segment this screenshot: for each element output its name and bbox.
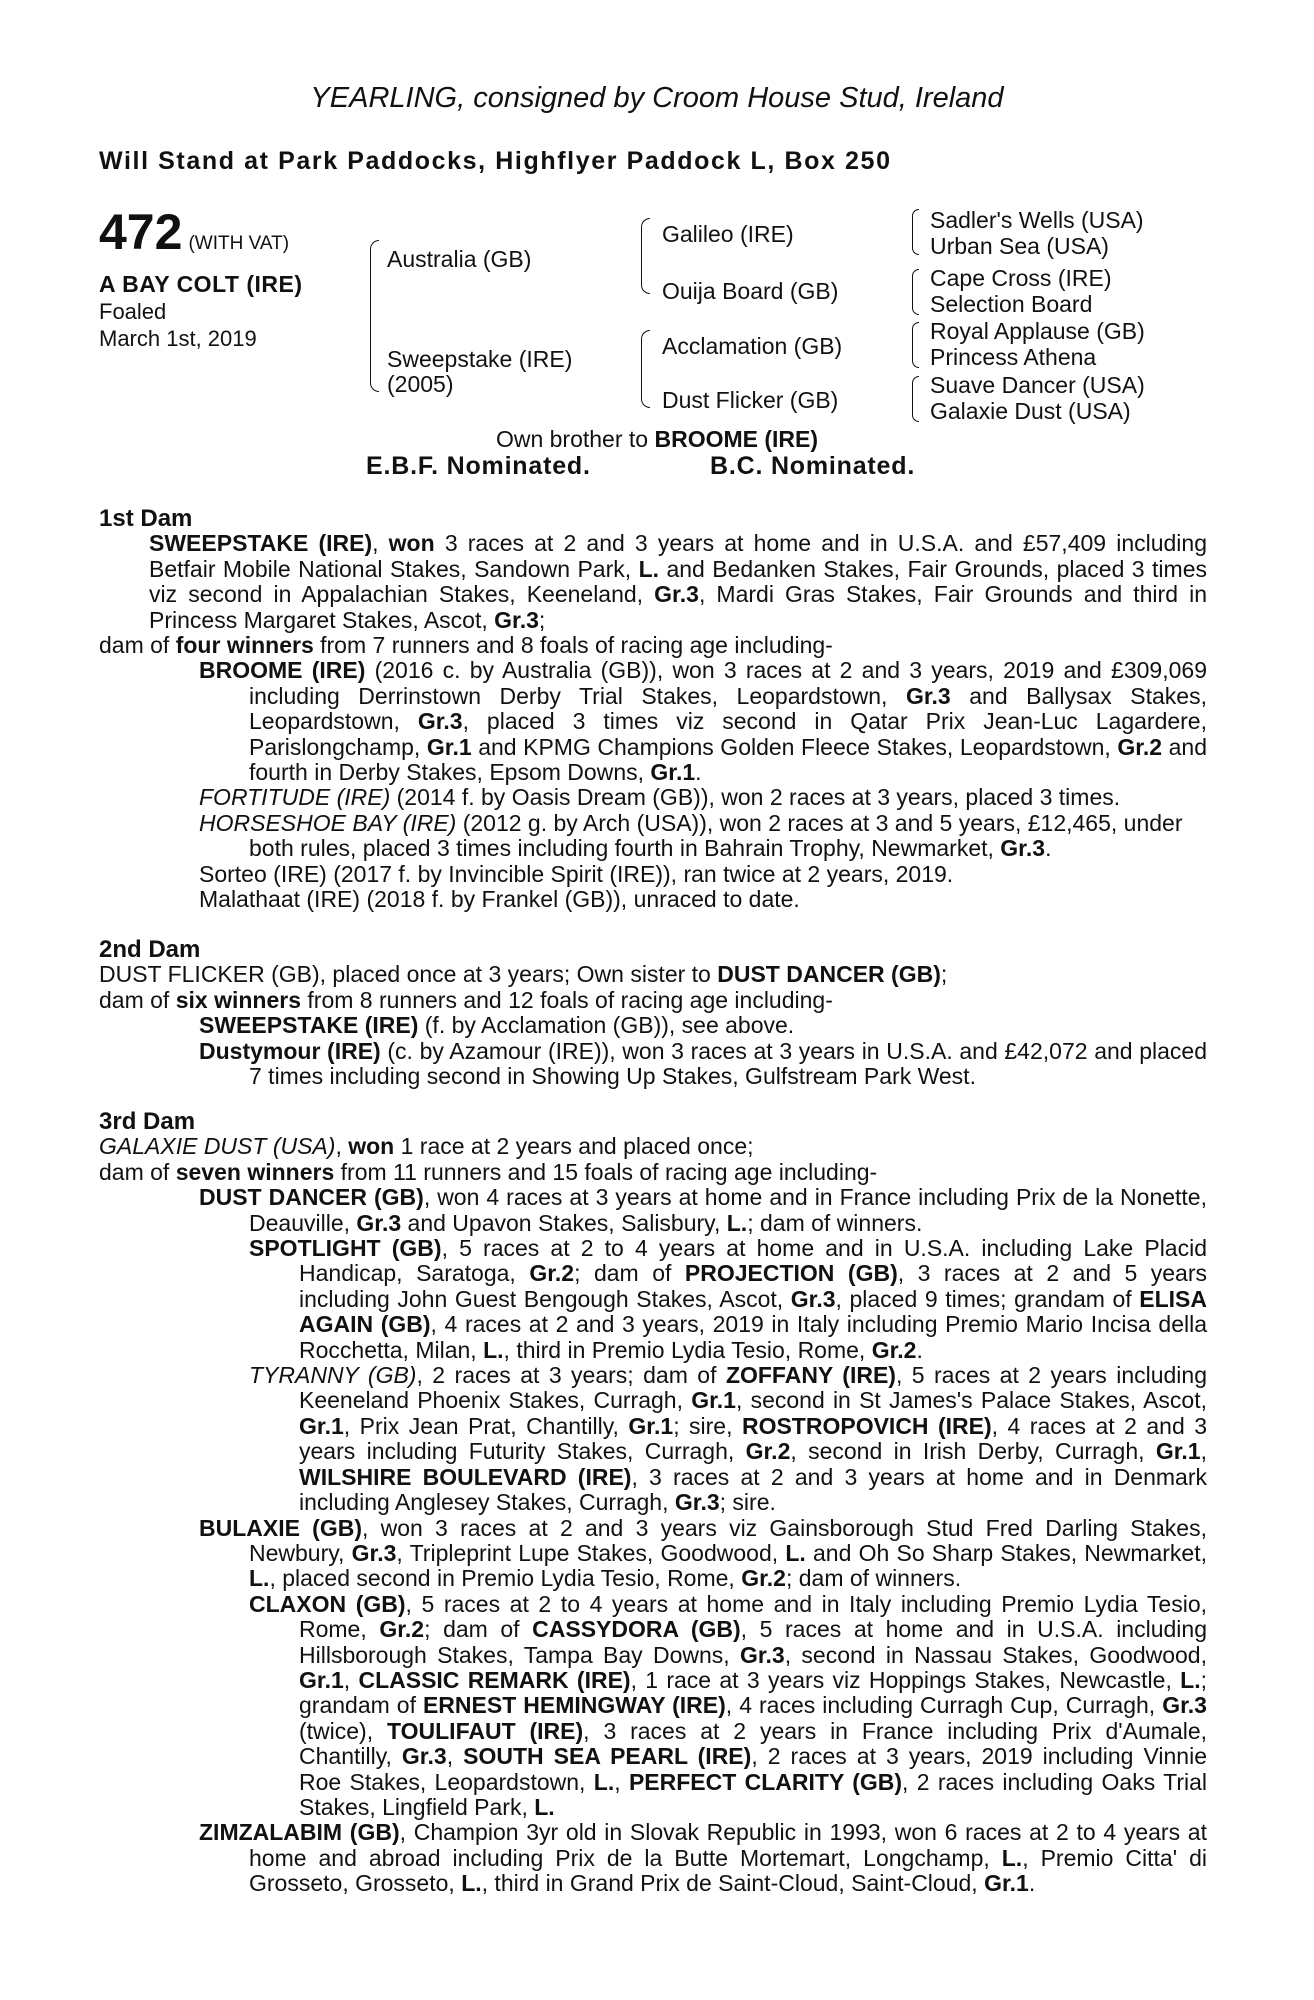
ebf-nominated: E.B.F. Nominated.	[366, 452, 591, 480]
bold-run: L.	[638, 555, 660, 582]
produce-entry	[99, 1236, 1207, 1363]
pedigree-brace-3	[641, 330, 650, 408]
bold-run: Gr.3	[417, 708, 463, 735]
bold-run: CASSYDORA (GB)	[532, 1616, 741, 1643]
page-title: YEARLING, consigned by Croom House Stud, Ireland	[310, 82, 1004, 114]
dam-record	[99, 531, 1207, 633]
produce-entry	[99, 785, 1207, 810]
text-run: and Oh So Sharp Stakes, Newmarket,	[805, 1539, 1207, 1566]
text-run: , 2 races including Oaks Trial Stakes, Lingfield Park,	[299, 1768, 1208, 1820]
grand-sire-4: Suave Dancer (USA)	[930, 372, 1145, 398]
produce-summary	[99, 1160, 1207, 1185]
text-run: , Champion 3yr old in Slovak Republic in 1993, won 6 races at 2 to 4 years at home and abroad including Prix de la Butte Mortemart, Longchamp,	[249, 1819, 1207, 1871]
produce-entry	[99, 1820, 1207, 1896]
bold-run: Gr.1	[1155, 1438, 1201, 1465]
bold-run: Gr.1	[426, 733, 472, 760]
grand-dam-4: Galaxie Dust (USA)	[930, 398, 1131, 424]
grand-dam-3: Princess Athena	[930, 344, 1097, 370]
bold-run: Gr.3	[1000, 835, 1046, 862]
produce-entry	[99, 1039, 1207, 1090]
italic-run: FORTITUDE (IRE)	[199, 784, 391, 811]
bold-run: ERNEST HEMINGWAY (IRE)	[422, 1692, 726, 1719]
bold-run: Gr.3	[401, 1743, 447, 1770]
text-run: ,	[1200, 1438, 1207, 1465]
bold-run: Gr.2	[379, 1616, 425, 1643]
text-run: , Premio Citta' di Grosseto, Grosseto,	[249, 1844, 1207, 1897]
bold-run: CLASSIC REMARK (IRE)	[358, 1666, 631, 1693]
text-run: .	[916, 1336, 923, 1363]
foaled-label: Foaled	[99, 299, 167, 324]
dam-sire: Acclamation (GB)	[662, 333, 843, 359]
text-run: , third in Grand Prix de Saint-Cloud, Saint-Cloud,	[481, 1870, 985, 1897]
italic-run: TYRANNY (GB)	[249, 1362, 417, 1389]
text-run: , 5 races at 2 to 4 years at home and in Italy including Premio Lydia Tesio, Rome,	[299, 1590, 1207, 1643]
text-run: , 4 races including Curragh Cup, Curragh,	[725, 1692, 1163, 1719]
pedigree-brace-7	[912, 376, 919, 422]
text-run: , 3 races at 2 and 3 years at home and in Denmark including Anglesey Stakes, Curragh,	[299, 1463, 1207, 1516]
bold-run: Gr.3	[905, 682, 951, 709]
bold-run: Gr.3	[739, 1641, 785, 1668]
bold-run: Gr.3	[351, 1539, 397, 1566]
text-run: .	[695, 759, 702, 786]
third-dam-section	[99, 1109, 1207, 1897]
dam-record	[99, 1134, 1207, 1159]
produce-entry	[99, 1013, 1207, 1038]
own-brother-note	[0, 426, 1314, 453]
bold-run: L.	[726, 1209, 748, 1236]
bold-run: ZOFFANY (IRE)	[725, 1362, 896, 1389]
text-run: , 2 races at 3 years, 2019 including Vinnie Roe Stakes, Leopardstown,	[299, 1743, 1208, 1795]
own-brother-prefix: Own brother to	[495, 426, 655, 452]
text-run: 1 race at 2 years and placed once;	[394, 1133, 754, 1160]
dam-dam: Dust Flicker (GB)	[662, 387, 839, 413]
text-run: dam of	[99, 632, 176, 659]
bold-run: Gr.2	[1117, 733, 1163, 760]
bold-run: L.	[1180, 1666, 1201, 1693]
text-run: , 5 races at 2 to 4 years at home and in U.S.A. including Lake Placid Handicap, Saratoga,	[299, 1235, 1207, 1287]
sire-dam: Ouija Board (GB)	[662, 278, 839, 304]
bold-run: ELISA AGAIN (GB)	[299, 1285, 1207, 1338]
bold-run: ZIMZALABIM (GB)	[199, 1819, 400, 1846]
text-run: .	[1028, 1870, 1036, 1897]
bold-run: won	[348, 1133, 395, 1160]
bold-run: Gr.3	[790, 1285, 836, 1312]
bold-run: L.	[534, 1793, 555, 1820]
text-run: , second in Nassau Stakes, Goodwood,	[784, 1641, 1207, 1668]
text-run: , 5 races at home and in U.S.A. including Hillsborough Stakes, Tampa Bay Downs,	[299, 1616, 1207, 1668]
produce-entry	[99, 811, 1207, 862]
bold-run: L.	[1001, 1844, 1023, 1871]
first-dam-section	[99, 506, 1207, 913]
section-title: 2nd Dam	[99, 936, 201, 963]
text-run: , won 4 races at 3 years at home and in France including Prix de la Nonette, Deauville,	[249, 1184, 1207, 1236]
text-run: ; dam of	[424, 1616, 533, 1643]
bold-run: Gr.1	[628, 1412, 674, 1439]
bold-run: DUST DANCER (GB)	[717, 961, 941, 988]
lot-info	[99, 205, 359, 352]
text-run: Sorteo (IRE) (2017 f. by Invincible Spirit (IRE)), ran twice at 2 years, 2019.	[199, 860, 954, 887]
bold-run: CLAXON (GB)	[249, 1590, 406, 1617]
bold-run: Gr.1	[691, 1387, 736, 1414]
bold-run: Gr.2	[741, 1565, 786, 1592]
bold-run: PERFECT CLARITY (GB)	[628, 1768, 903, 1795]
text-run: 3 races at 2 and 3 years at home and in U.S.A. and £57,409 including Betfair Mobile National Stakes, Sandown Park,	[149, 530, 1207, 582]
italic-run: HORSESHOE BAY (IRE)	[199, 809, 457, 836]
text-run: ; dam of winners.	[747, 1209, 923, 1236]
bold-run: Dustymour (IRE)	[199, 1037, 381, 1064]
bold-run: Gr.2	[529, 1260, 575, 1287]
text-run: and Upavon Stakes, Salisbury,	[401, 1209, 727, 1236]
produce-summary	[99, 633, 1207, 658]
text-run: (twice),	[299, 1717, 387, 1744]
grand-sire-2: Cape Cross (IRE)	[930, 265, 1112, 291]
bold-run: six winners	[175, 986, 301, 1013]
dam: Sweepstake (IRE)	[387, 346, 573, 372]
bold-run: SOUTH SEA PEARL (IRE)	[463, 1743, 752, 1770]
grand-dam-2: Selection Board	[930, 291, 1093, 317]
text-run: ; dam of winners.	[785, 1565, 962, 1592]
produce-entry	[99, 862, 1207, 887]
text-run: , placed 3 times viz second in Qatar Prix Jean-Luc Lagardere, Parislongchamp,	[249, 708, 1207, 760]
text-run: ;	[940, 961, 948, 988]
text-run: ; grandam of	[299, 1666, 1207, 1719]
foaled-date: March 1st, 2019	[99, 326, 257, 351]
text-run: , second in Irish Derby, Curragh,	[790, 1438, 1156, 1465]
italic-run: GALAXIE DUST (USA)	[99, 1133, 336, 1160]
text-run: and Ballysax Stakes, Leopardstown,	[249, 682, 1207, 735]
text-run: , third in Premio Lydia Tesio, Rome,	[503, 1336, 872, 1363]
text-run: (2014 f. by Oasis Dream (GB)), won 2 races at 3 years, placed 3 times.	[390, 784, 1121, 811]
text-run: , won 3 races at 2 and 3 years viz Gainsborough Stud Fred Darling Stakes, Newbury,	[249, 1514, 1207, 1566]
text-run: .	[1045, 835, 1052, 862]
bold-run: Gr.3	[674, 1489, 720, 1516]
text-run: Malathaat (IRE) (2018 f. by Frankel (GB)), unraced to date.	[199, 886, 800, 913]
text-run: from 11 runners and 15 foals of racing age including-	[334, 1158, 878, 1185]
pedigree-brace-4	[912, 209, 919, 255]
text-run: (c. by Azamour (IRE)), won 3 races at 3 years in U.S.A. and £42,072 and placed 7 times including second in Showing Up Stakes, Gulfstream Park West.	[249, 1037, 1207, 1090]
text-run: and fourth in Derby Stakes, Epsom Downs,	[249, 733, 1208, 786]
dam-record	[99, 962, 1207, 987]
text-run: , second in St James's Palace Stakes, Ascot,	[735, 1387, 1207, 1414]
bold-run: SPOTLIGHT (GB)	[249, 1235, 442, 1262]
text-run: and KPMG Champions Golden Fleece Stakes, Leopardstown,	[471, 733, 1118, 760]
text-run: , Tripleprint Lupe Stakes, Goodwood,	[396, 1539, 786, 1566]
text-run: from 7 runners and 8 foals of racing age including-	[313, 632, 833, 659]
text-run: ; sire.	[719, 1489, 776, 1516]
text-run: ;	[538, 606, 546, 633]
pedigree-brace-2	[641, 218, 650, 294]
produce-entry	[99, 658, 1207, 785]
second-dam-section	[99, 937, 1207, 1089]
text-run: , 1 race at 3 years viz Hoppings Stakes, Newcastle,	[630, 1666, 1181, 1693]
bold-run: Gr.3	[494, 606, 539, 633]
pedigree-brace-6	[912, 322, 919, 368]
text-run: from 8 runners and 12 foals of racing age including-	[301, 986, 833, 1013]
text-run: ,	[343, 1666, 359, 1693]
bold-run: Gr.3	[654, 581, 699, 608]
bold-run: Gr.2	[871, 1336, 917, 1363]
section-title: 1st Dam	[99, 505, 193, 532]
text-run: ,	[335, 1133, 349, 1160]
grand-sire-1: Sadler's Wells (USA)	[930, 207, 1144, 233]
bold-run: seven winners	[175, 1158, 335, 1185]
text-run: , 3 races at 2 and 5 years including John Guest Bengough Stakes, Ascot,	[299, 1260, 1208, 1312]
bold-run: Gr.2	[745, 1438, 791, 1465]
text-run: , placed 9 times; grandam of	[835, 1285, 1140, 1312]
sire-sire: Galileo (IRE)	[662, 221, 794, 247]
bold-run: L.	[461, 1870, 482, 1897]
bold-run: Gr.3	[1162, 1692, 1207, 1719]
bold-run: SWEEPSTAKE (IRE)	[199, 1012, 419, 1039]
bold-run: BULAXIE (GB)	[199, 1514, 362, 1541]
bold-run: L.	[249, 1565, 270, 1592]
text-run: ; dam of	[574, 1260, 685, 1287]
produce-summary	[99, 988, 1207, 1013]
pedigree-brace-1	[370, 240, 379, 392]
grand-sire-3: Royal Applause (GB)	[930, 318, 1145, 344]
text-run: , 4 races at 2 and 3 years, 2019 in Italy including Premio Mario Incisa della Rocchetta, Milan,	[299, 1311, 1207, 1363]
bold-run: Gr.1	[299, 1412, 344, 1439]
bold-run: four winners	[175, 632, 314, 659]
produce-entry	[99, 887, 1207, 912]
bold-run: BROOME (IRE)	[199, 657, 366, 684]
produce-entry	[99, 1363, 1207, 1515]
lot-name: A BAY COLT (IRE)	[99, 271, 303, 297]
text-run: (2012 g. by Arch (USA)), won 2 races at 3 and 5 years, £12,465, under both rules, placed 3 times including fourth in Bahrain Trophy, Newmarket,	[249, 809, 1183, 862]
text-run: ,	[446, 1743, 464, 1770]
sire: Australia (GB)	[387, 246, 532, 272]
text-run: DUST FLICKER (GB), placed once at 3 years; Own sister to	[99, 961, 718, 988]
text-run: , 5 races at 2 years including Keeneland Phoenix Stakes, Curragh,	[299, 1362, 1207, 1414]
dam-year: (2005)	[387, 371, 454, 397]
text-run: ; sire,	[673, 1412, 742, 1439]
text-run: , 2 races at 3 years; dam of	[416, 1362, 726, 1389]
bold-run: Gr.3	[356, 1209, 402, 1236]
text-run: and Bedanken Stakes, Fair Grounds, placed 3 times viz second in Appalachian Stakes, Keeneland,	[149, 555, 1207, 608]
text-run: , Prix Jean Prat, Chantilly,	[343, 1412, 629, 1439]
text-run: , 4 races at 2 and 3 years including Futurity Stakes, Curragh,	[299, 1412, 1208, 1465]
stand-location: Will Stand at Park Paddocks, Highflyer Paddock L, Box 250	[99, 147, 892, 175]
bold-run: ROSTROPOVICH (IRE)	[741, 1412, 992, 1439]
text-run: (2016 c. by Australia (GB)), won 3 races at 2 and 3 years, 2019 and £309,069 including Derrinstown Derby Trial Stakes, Leopardstown,	[249, 657, 1207, 709]
bold-run: L.	[593, 1768, 615, 1795]
produce-entry	[99, 1516, 1207, 1592]
bold-run: Gr.1	[650, 759, 696, 786]
text-run: (f. by Acclamation (GB)), see above.	[418, 1012, 795, 1039]
text-run: dam of	[99, 1158, 176, 1185]
bold-run: won	[388, 530, 435, 557]
produce-entry	[99, 1592, 1207, 1821]
text-run: dam of	[99, 986, 176, 1013]
bold-run: Gr.1	[984, 1870, 1029, 1897]
bold-run: DUST DANCER (GB)	[199, 1184, 424, 1211]
lot-number: 472	[99, 204, 183, 260]
grand-dam-1: Urban Sea (USA)	[930, 233, 1109, 259]
bc-nominated: B.C. Nominated.	[710, 452, 916, 480]
pedigree-brace-5	[912, 269, 919, 315]
bold-run: PROJECTION (GB)	[684, 1260, 898, 1287]
own-brother-name: BROOME (IRE)	[654, 426, 819, 452]
bold-run: TOULIFAUT (IRE)	[387, 1717, 584, 1744]
bold-run: Gr.1	[299, 1666, 344, 1693]
text-run: ,	[614, 1768, 629, 1795]
text-run: ,	[372, 530, 389, 557]
bold-run: L.	[785, 1539, 806, 1566]
bold-run: WILSHIRE BOULEVARD (IRE)	[299, 1463, 632, 1490]
text-run: , placed second in Premio Lydia Tesio, Rome,	[269, 1565, 742, 1592]
bold-run: SWEEPSTAKE (IRE)	[149, 530, 373, 557]
text-run: , 3 races at 2 years in France including Prix d'Aumale, Chantilly,	[299, 1717, 1208, 1770]
section-title: 3rd Dam	[99, 1108, 196, 1135]
produce-entry	[99, 1185, 1207, 1236]
bold-run: L.	[483, 1336, 504, 1363]
vat-note: (WITH VAT)	[188, 233, 290, 254]
text-run: , Mardi Gras Stakes, Fair Grounds and third in Princess Margaret Stakes, Ascot,	[149, 581, 1207, 633]
